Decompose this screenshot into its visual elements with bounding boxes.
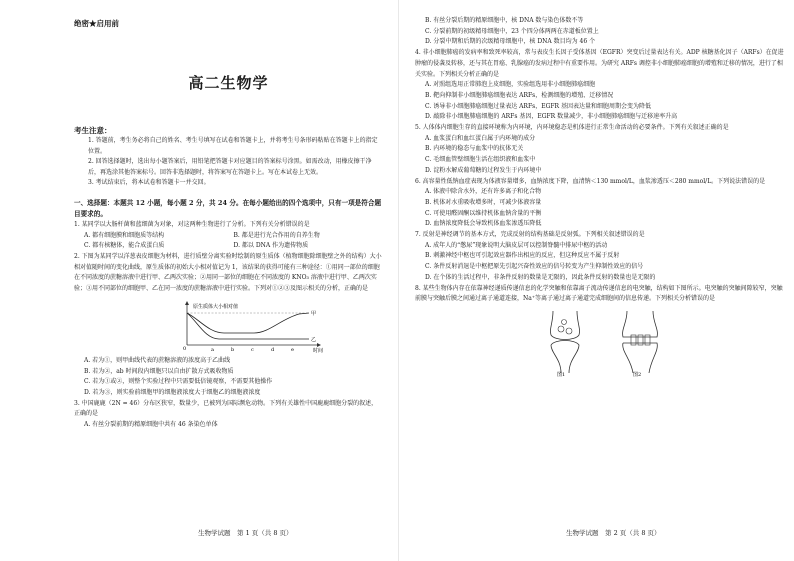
option-d: D. 敲除非小细胞肺癌细胞的 ARFs 基因，EGFR 数量减少，非小细胞肺癌细胞与迁移速率升高: [425, 113, 678, 121]
question-6: 6. 高容量性低钠血症表现为体液容量增多，血钠浓度下降，血清钠＜130 mmol/L，血浆渗透压＜280 mmol/L。下列说法错误的是: [415, 177, 766, 185]
x-tick: 0: [183, 345, 187, 352]
protoplast-chart: [169, 299, 339, 353]
option-a: A. 都有细胞膜和细胞质等结构: [84, 231, 165, 239]
option-b: B. 机体对水重吸收增多时，可减少体液容量: [425, 198, 542, 206]
options-row: [84, 241, 383, 252]
figure-label-1: 图1: [557, 371, 566, 377]
question-1: 1. 某同学以大肠杆菌和蓝细菌为对象，对这两种生物进行了分析。下列有关分析错误的是: [74, 220, 310, 228]
exam-title: 高二生物学: [188, 74, 269, 92]
question-2: 2. 下图为某同学以洋葱表皮细胞为材料，进行质壁分离实验时绘制的原生质体（植物细胞除细胞壁之外的结构）大小相对值随时间的变化曲线，原生质体的初始大小相对值记为 1，该结果的获得可能有三种途径：①用同一部位的细胞在不同浓度的蔗糖溶液中进行甲、乙两次实验；②用同一部位的细胞在不同浓度的 KNO₃ 溶液中进行甲、乙两次实验；③用不同部位的细胞甲、乙在同一浓度的蔗糖溶液中进行实验。下列对①②③及图示相关的分析，正确的是: [74, 253, 382, 293]
notice-item: 1. 答题前，考生务必将自己的姓名、考生号填写在试卷和答题卡上，并将考生号条形码粘贴在答题卡上的指定位置。: [88, 137, 378, 155]
synapse-diagram: [545, 309, 675, 377]
option-c: C. 分裂前期的初级精母细胞中，23 个四分体两两在赤道板位置上: [425, 27, 599, 35]
x-tick: c: [251, 346, 254, 353]
option-a: A. 体液中除含水外，还有许多离子和化合物: [425, 188, 542, 196]
option-c: C. 毛细血管壁细胞生活在组织液和血浆中: [425, 156, 536, 164]
option-a: A. 成年人的“憋尿”现象说明大脑皮层可以控制脊髓中排尿中枢的活动: [425, 241, 608, 249]
x-tick: a: [211, 346, 214, 353]
option-b: B. 有丝分裂后期的精原细胞中，核 DNA 数与染色体数不等: [425, 17, 584, 24]
protoplast-figure: [169, 299, 339, 353]
y-axis-label: 原生质体大小相对值: [193, 303, 239, 310]
secret-label: 绝密★启用前: [74, 19, 119, 28]
x-tick: d: [271, 346, 275, 353]
question-7: 7. 反射是神经调节的基本方式，完成反射的结构基础是反射弧。下列相关叙述错误的是: [415, 231, 645, 239]
option-a: A. 若为①，则甲曲线代表的蔗糖溶液的浓度高于乙曲线: [84, 356, 231, 364]
option-c: C. 都有核糖体，能合成蛋白质: [84, 242, 165, 250]
option-d: D. 在个体的生活过程中，非条件反射的数量是无限的，因此条件反射的数量也是无限的: [425, 273, 656, 281]
series-label-yi: 乙: [311, 336, 317, 343]
option-d: D. 若为③，则实验前细胞甲的细胞液浓度大于细胞乙的细胞液浓度: [84, 389, 261, 396]
page-footer-2: 生物学试题 第 2 页（共 8 页）: [566, 529, 661, 537]
option-d: D. 血钠浓度降低会导致机体血浆渗透压降低: [425, 220, 542, 228]
figure-label-2: 图2: [633, 371, 642, 377]
x-tick: b: [231, 346, 235, 353]
question-8: 8. 某些生物体内存在依靠神经递质传递信息的化学突触和依靠离子流动传递信息的电突触，结构如下图所示。电突触的突触间隙较窄，突触前膜与突触后膜之间通过离子通道连接，Na⁺等离子通过离子通道完成细胞间的信息传递。下列相关分析错误的是: [415, 284, 783, 303]
series-jia-line: [187, 313, 309, 333]
x-axis-label: 时间: [313, 347, 324, 353]
option-c: C. 条件反射消退是中枢把原先引起兴奋性效应的信号转变为产生抑制性效应的信号: [425, 263, 644, 271]
option-b: B. 内环境的稳态与血浆中的抗体无关: [425, 145, 524, 153]
x-tick: e: [291, 346, 294, 353]
option-d: D. 淀粉水解成葡萄糖的过程发生于内环境中: [425, 166, 542, 174]
notice-item: 3. 考试结束后，将本试卷和答题卡一并交回。: [88, 179, 210, 187]
option-b: B. 都是进行光合作用的自养生物: [233, 231, 320, 239]
question-4: 4. 非小细胞肺癌的发病率和致死率较高，常与表皮生长因子受体基因（EGFR）突变后过量表达有关。ADP 核糖基化因子（ARFs）在促进肿瘤的侵袭及转移，还与其在胃癌、乳腺癌的发病过程中有重要作用。为研究 ARFs 调控非小细胞肺癌细胞的增殖和迁移的情况，进行了相关实验。下列相关分析正确的是: [415, 49, 784, 78]
option-a: A. 血浆蛋白和血红蛋白属于内环境的成分: [425, 134, 536, 142]
option-b: B. 若为②，ab 时间段内细胞只以自由扩散方式吸收物质: [84, 367, 234, 375]
option-d: D. 都以 DNA 作为遗传物质: [233, 242, 309, 250]
options-row: [84, 231, 383, 242]
option-a: A. 对照组选用正常肺泡上皮细胞，实验组选用非小细胞肺癌细胞: [425, 81, 596, 89]
question-3: 3. 中国鹿鹿（2N = 46）分布区狭窄，数量少，已被列为国际濒危动物。下列有关雄性中国鹿鹿细胞分裂的叙述，正确的是: [74, 399, 378, 418]
option-b: B. 靶向抑制非小细胞肺癌细胞表达 ARFs，检测细胞的增殖、迁移情况: [425, 91, 614, 99]
right-page: [397, 0, 794, 561]
option-d: D. 分裂中期和后期的次级精母细胞中，核 DNA 数目均为 46 个: [425, 38, 596, 46]
notice-item: 2. 回答选择题时，选出每小题答案后，用铅笔把答题卡对应题目的答案标号涂黑。如需改动，用橡皮擦干净后，再选涂其他答案标号。回答非选择题时，将答案写在答题卡上。写在本试卷上无效。: [88, 158, 372, 176]
option-c: C. 若为①或②，则整个实验过程中只需要低倍镜观察，不需要其他操作: [84, 378, 273, 386]
option-c: C. 诱导非小细胞肺癌细胞过量表达 ARFs，EGFR 基因表达量和细胞周期会变为降低: [425, 102, 651, 110]
section-heading: 一、选择题：本题共 12 小题，每小题 2 分，共 24 分。在每小题给出的四个选项中，只有一项是符合题目要求的。: [74, 198, 382, 218]
option-c: C. 可使用醛固酮以维持机体血钠含量的平衡: [425, 209, 542, 217]
page-footer-1: 生物学试题 第 1 页（共 8 页）: [198, 529, 293, 537]
notice-list: [88, 136, 378, 189]
notice-heading: 考生注意：: [74, 126, 112, 135]
series-label-jia: 甲: [311, 310, 317, 317]
synapse-figure: [545, 309, 675, 377]
option-b: B. 刺激神经中枢也可引起效应器作出相应的反应，但这种反应不属于反射: [425, 252, 620, 260]
option-a: A. 有丝分裂前期的精原细胞中共有 46 条染色单体: [84, 421, 218, 429]
question-5: 5. 人体体内细胞生存的直接环境称为内环境，内环境稳态是机体进行正常生命活动的必要条件。下列有关叙述正确的是: [415, 124, 729, 132]
